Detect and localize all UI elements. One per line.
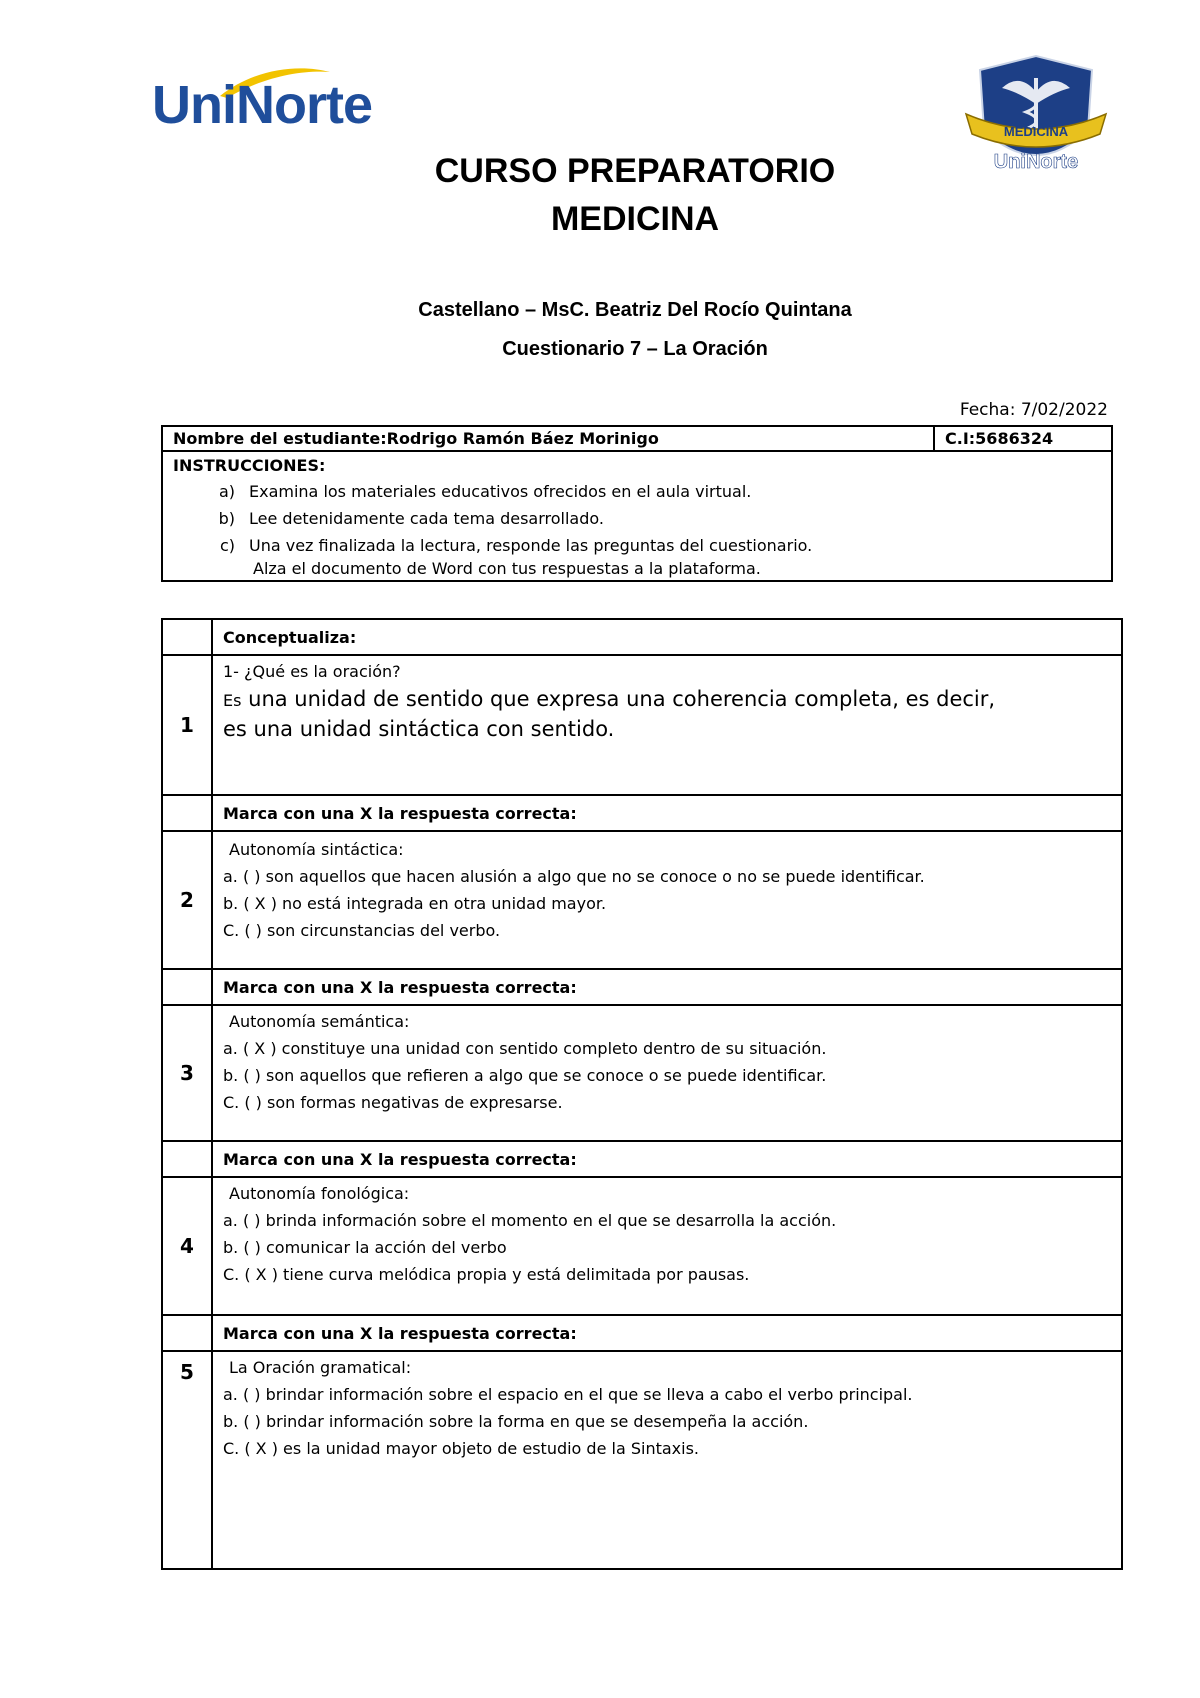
student-name: Nombre del estudiante:Rodrigo Ramón Báez Morinigo	[162, 426, 934, 451]
list-item	[173, 505, 1101, 532]
instruction-text: Examina los materiales educativos ofrecidos en el aula virtual.	[249, 482, 752, 501]
title-line-2: MEDICINA	[550, 200, 720, 238]
option-b: b. ( ) comunicar la acción del verbo	[223, 1238, 507, 1257]
option-c: C. ( X ) es la unidad mayor objeto de estudio de la Sintaxis.	[223, 1439, 700, 1458]
option-a: a. ( ) son aquellos que hacen alusión a algo que no se conoce o no se puede identificar.	[223, 867, 925, 886]
instructions-list	[173, 478, 1101, 559]
question-number: 5	[162, 1351, 212, 1569]
question-title: Autonomía sintáctica:	[229, 840, 404, 859]
badge-text-uninorte: UniNorte	[993, 151, 1079, 173]
answer-prefix: Es	[223, 691, 242, 710]
answer-line-1: una unidad de sentido que expresa una coherencia completa, es decir,	[241, 687, 996, 711]
instruction-letter: b)	[218, 509, 235, 528]
question-text: 1- ¿Qué es la oración?	[223, 662, 401, 681]
instruction-text: Lee detenidamente cada tema desarrollado.	[249, 509, 604, 528]
instruction-extra: Alza el documento de Word con tus respuestas a la plataforma.	[253, 559, 761, 578]
question-number: 1	[162, 655, 212, 795]
answer-text	[223, 685, 1111, 715]
empty-cell	[162, 1141, 212, 1177]
option-c: C. ( ) son formas negativas de expresarse.	[223, 1093, 563, 1112]
answer-line-2: es una unidad sintáctica con sentido.	[223, 717, 615, 741]
instruction-letter: a)	[218, 482, 235, 501]
question-title: La Oración gramatical:	[229, 1358, 412, 1377]
option-b: b. ( X ) no está integrada en otra unidad mayor.	[223, 894, 607, 913]
section-header: Marca con una X la respuesta correcta:	[212, 1141, 1122, 1177]
fecha: Fecha: 7/02/2022	[959, 400, 1108, 420]
question-title: Autonomía semántica:	[229, 1012, 410, 1031]
option-a: a. ( X ) constituye una unidad con sentido completo dentro de su situación.	[223, 1039, 827, 1058]
section-header: Marca con una X la respuesta correcta:	[212, 969, 1122, 1005]
question-number: 2	[162, 831, 212, 969]
question-title: Autonomía fonológica:	[229, 1184, 410, 1203]
option-c: C. ( ) son circunstancias del verbo.	[223, 921, 501, 940]
uninorte-logo: UniNorte	[152, 75, 372, 135]
section-header: Marca con una X la respuesta correcta:	[212, 795, 1122, 831]
empty-cell	[162, 969, 212, 1005]
badge-text-medicina: MEDICINA	[1003, 124, 1069, 139]
student-info-table	[161, 425, 1113, 582]
option-c: C. ( X ) tiene curva melódica propia y está delimitada por pausas.	[223, 1265, 750, 1284]
option-b: b. ( ) brindar información sobre la forma en que se desempeña la acción.	[223, 1412, 809, 1431]
list-item	[173, 532, 1101, 559]
option-a: a. ( ) brindar información sobre el espacio en el que se lleva a cabo el verbo principal.	[223, 1385, 913, 1404]
empty-cell	[162, 619, 212, 655]
instructions-heading: INSTRUCCIONES:	[173, 456, 326, 475]
empty-cell	[162, 795, 212, 831]
instruction-text: Una vez finalizada la lectura, responde las preguntas del cuestionario.	[249, 536, 813, 555]
option-a: a. ( ) brinda información sobre el momento en el que se desarrolla la acción.	[223, 1211, 837, 1230]
title-line-1: CURSO PREPARATORIO	[434, 152, 836, 190]
section-header: Conceptualiza:	[212, 619, 1122, 655]
question-number: 3	[162, 1005, 212, 1141]
empty-cell	[162, 1315, 212, 1351]
questions-table	[161, 618, 1123, 1570]
course-line: Castellano – MsC. Beatriz Del Rocío Quintana	[418, 299, 852, 321]
section-header: Marca con una X la respuesta correcta:	[212, 1315, 1122, 1351]
option-b: b. ( ) son aquellos que refieren a algo que se conoce o se puede identificar.	[223, 1066, 827, 1085]
quiz-line: Cuestionario 7 – La Oración	[502, 338, 768, 360]
student-ci: C.I:5686324	[934, 426, 1112, 451]
list-item	[173, 478, 1101, 505]
question-number: 4	[162, 1177, 212, 1315]
instruction-letter: c)	[219, 536, 235, 555]
